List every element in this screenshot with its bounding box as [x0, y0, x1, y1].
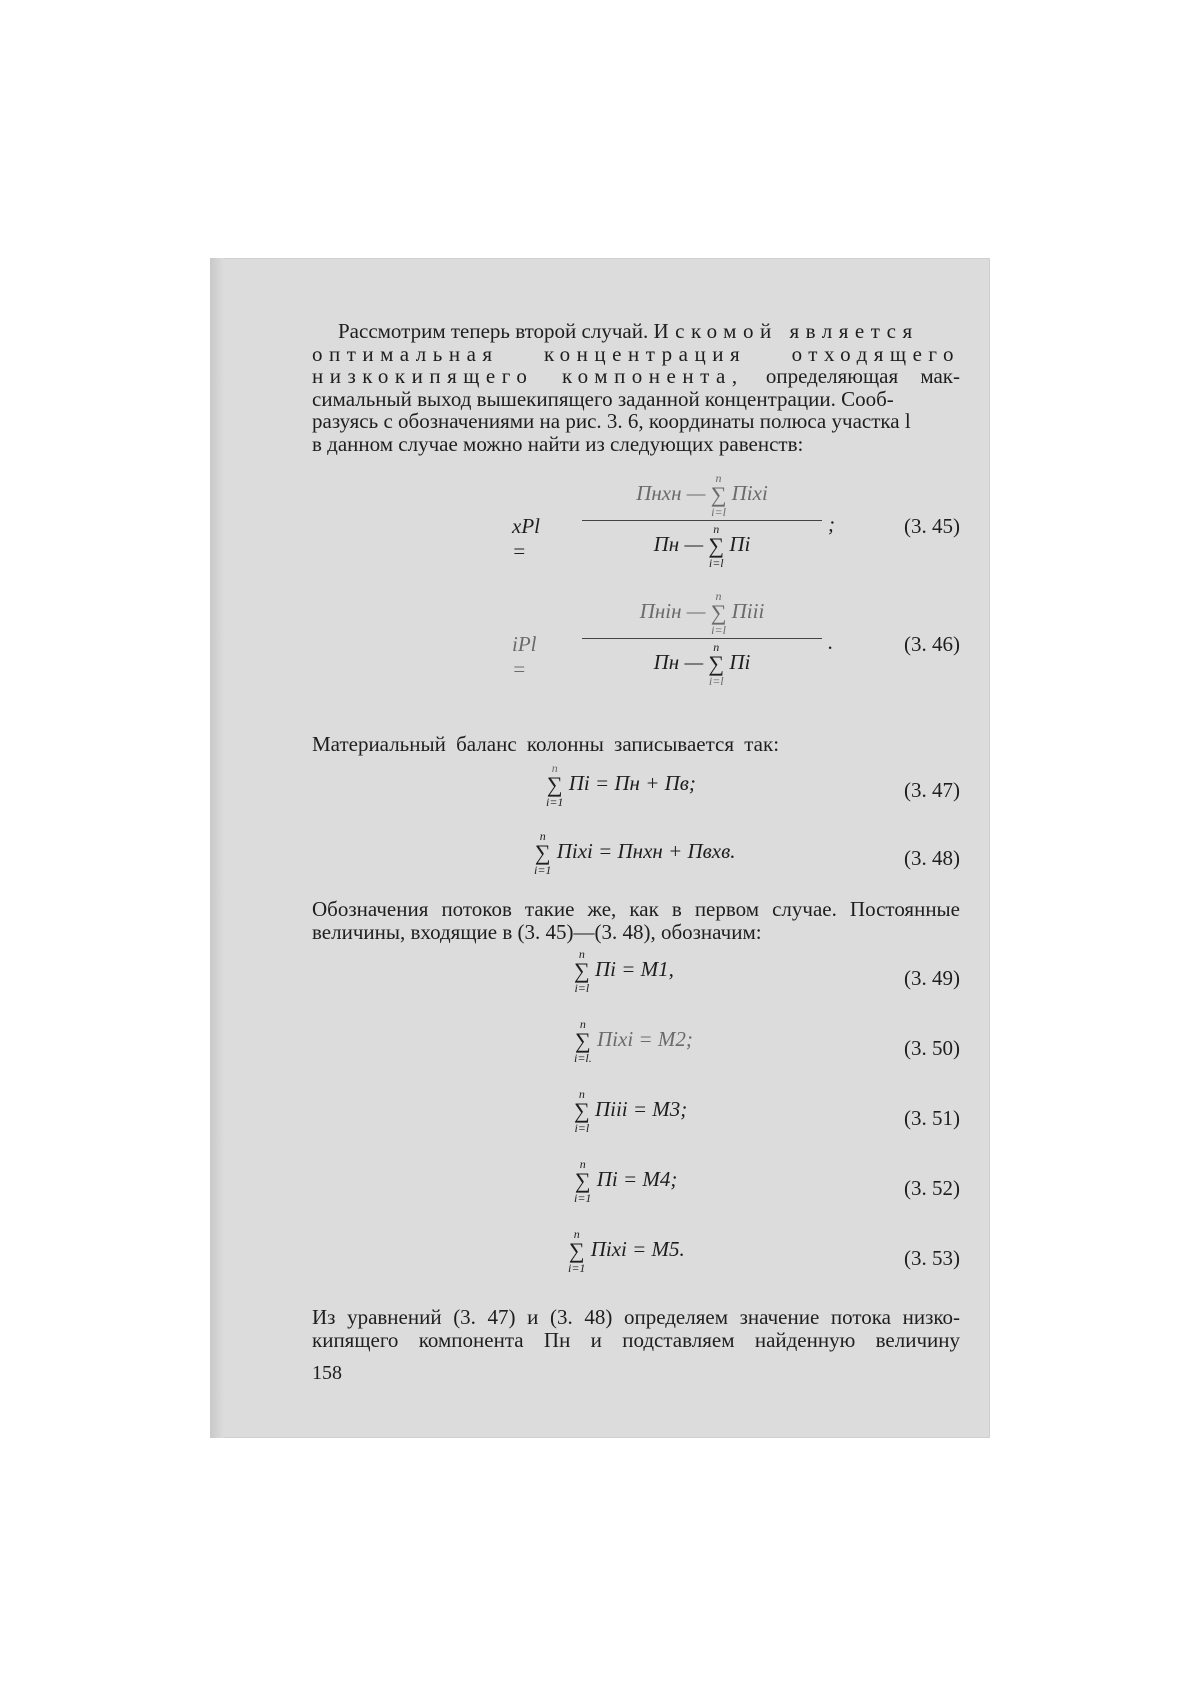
equation-lhs: xPl =	[512, 514, 540, 563]
text-line: Рассмотрим теперь второй случай.	[338, 319, 649, 343]
equation-number: (3. 51)	[904, 1106, 960, 1130]
equation-body: Пi = M4;	[596, 1166, 678, 1191]
spaced-line: оптимальная концентрация отходящего	[312, 341, 960, 366]
equation-number: (3. 48)	[904, 846, 960, 870]
text-line: Обозначения потоков такие же, как в первом случае. Постоянные	[312, 897, 960, 921]
equation-body: Пiii = M3;	[594, 1096, 688, 1121]
text-line: величины, входящие в (3. 45)—(3. 48), обозначим:	[312, 919, 762, 944]
paragraph-balance	[312, 733, 960, 756]
equation-3-46: iPl = Пнiн — n ∑ i=l Пiii Пн — n ∑ i=l Пi . (3. 46)	[512, 589, 960, 688]
equation-number: (3. 50)	[904, 1036, 960, 1060]
spaced-text: низкокипящего компонента,	[312, 364, 744, 388]
equation-3-49: n ∑ i=l Пi = M1, (3. 49)	[574, 947, 960, 995]
equation-3-52: n ∑ i=1 Пi = M4; (3. 52)	[574, 1157, 960, 1205]
paragraph-conclusion	[312, 1306, 960, 1351]
text-line: Из уравнений (3. 47) и (3. 48) определяем значение потока низко-	[312, 1305, 960, 1329]
equation-3-47: n ∑ i=1 Пi = Пн + Пв; (3. 47)	[546, 761, 960, 809]
paragraph-intro	[312, 320, 960, 455]
equation-number: (3. 53)	[904, 1246, 960, 1270]
page-number: 158	[312, 1362, 342, 1384]
equation-number: (3. 46)	[904, 632, 960, 656]
equation-number: (3. 49)	[904, 966, 960, 990]
equation-body: Пixi = M2;	[597, 1026, 693, 1051]
equation-number: (3. 47)	[904, 778, 960, 802]
text-line: определяющая мак-	[765, 364, 960, 388]
text-line: Материальный баланс колонны записывается так:	[312, 732, 780, 756]
text-line: симальный выход вышекипящего заданной концентрации. Сооб-	[312, 386, 894, 411]
equation-body: Пi = M1,	[594, 956, 674, 981]
equation-number: (3. 52)	[904, 1176, 960, 1200]
equation-body: Пixi = Пнxн + Пвxв.	[556, 838, 736, 863]
equation-3-53: n ∑ i=1 Пixi = M5. (3. 53)	[568, 1227, 960, 1275]
equation-3-45: xPl = Пнxн — n ∑ i=l Пixi Пн — n ∑ i=l Пi ; (3. 45)	[512, 471, 960, 570]
equation-body: Пi = Пн + Пв;	[568, 770, 696, 795]
scan-shadow-edge	[210, 258, 224, 1438]
equation-lhs: iPl =	[512, 632, 537, 681]
text-line: в данном случае можно найти из следующих равенств:	[312, 431, 804, 456]
equation-3-48: n ∑ i=1 Пixi = Пнxн + Пвxв. (3. 48)	[534, 829, 960, 877]
equation-3-51: n ∑ i=l Пiii = M3; (3. 51)	[574, 1087, 960, 1135]
equation-3-50: n ∑ i=l. Пixi = M2; (3. 50)	[574, 1017, 960, 1065]
text-line: кипящего компонента Пн и подставляем найденную величину	[312, 1327, 960, 1352]
paragraph-notation	[312, 898, 960, 943]
equation-number: (3. 45)	[904, 514, 960, 538]
equation-body: Пixi = M5.	[590, 1236, 685, 1261]
spaced-text: Искомой является	[653, 319, 919, 343]
text-line: разуясь с обозначениями на рис. 3. 6, координаты полюса участка l	[312, 409, 911, 433]
